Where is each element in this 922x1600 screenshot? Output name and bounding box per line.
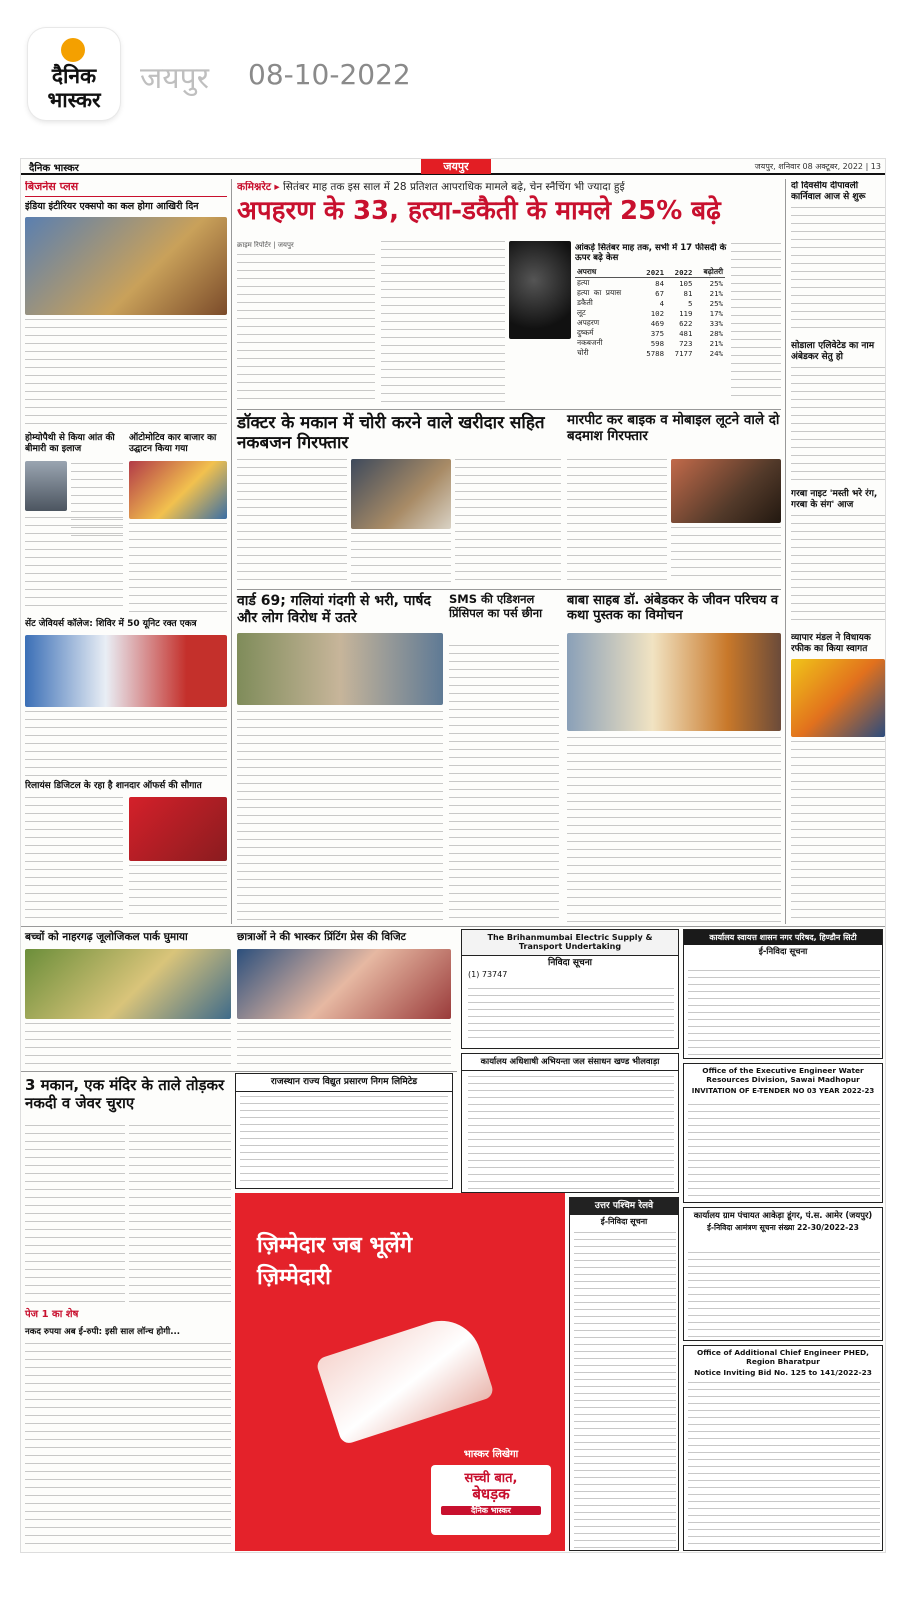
newspaper-page (20, 158, 886, 1553)
ward-protest-photo (237, 633, 443, 705)
hindaun-notice-text (688, 970, 880, 1056)
bhaskar-campaign-advert (235, 1193, 565, 1551)
crime-table-header: 2021 (638, 267, 666, 278)
doctor-body-text (351, 533, 451, 583)
crime-table-cell: हत्या का प्रयास (577, 288, 622, 298)
railway-notice-label: ई-निविदा सूचना (600, 1216, 648, 1226)
crime-table-cell: लूट (577, 308, 586, 318)
crime-table-row (575, 298, 725, 308)
page-masthead (21, 159, 886, 175)
crime-table-row (575, 308, 725, 318)
story-automotive-bazaar: ऑटोमोटिव कार बाजार का उद्घाटन किया गया (129, 433, 217, 454)
crime-table-row (575, 348, 725, 358)
water-resources-title: Office of the Executive Engineer Water Resources Division, Sawai Madhopur (702, 1066, 864, 1084)
story-sodala-elevated: सोडाला एलिवेटेड का नाम अंबेडकर सेतु हो (791, 341, 875, 362)
crime-table-cell: हत्या (577, 278, 590, 288)
crime-table-cell: 5 (687, 298, 693, 308)
masthead-edition: जयपुर (421, 159, 491, 174)
masthead-brand: दैनिक भास्कर (29, 163, 79, 174)
reliance-body-text (129, 865, 227, 921)
press-body-text (237, 1023, 451, 1067)
crime-table-cell: 375 (650, 328, 665, 338)
rvpn-tender-notice (235, 1073, 453, 1189)
story-ambedkar-book: बाबा साहब डॉ. अंबेडकर के जीवन परिचय व कथा पुस्तक का विमोचन (567, 593, 779, 624)
story-diwali-carnival: दो दिवसीय दीपावली कार्निवाल आज से शुरू (791, 181, 866, 202)
press-visit-photo (237, 949, 451, 1019)
crime-stats-box (575, 243, 727, 403)
crime-table-row (575, 318, 725, 328)
logo-line-2: भास्कर (47, 88, 101, 112)
phed-tender-notice (683, 1345, 883, 1551)
akoda-subtitle: ई-निविदा आमंत्रण सूचना संख्या 22-30/2022-23 (707, 1222, 859, 1232)
rvpn-title: राजस्थान राज्य विद्युत प्रसारण निगम लिमिटेड (236, 1074, 452, 1092)
doctor-body-text (455, 459, 561, 583)
crime-side-text (731, 243, 781, 401)
story-ward-69: वार्ड 69; गलियां गंदगी से भरी, पार्षद और लोग विरोध में उतरे (237, 593, 431, 626)
phed-subtitle: Notice Inviting Bid No. 125 to 141/2022-23 (694, 1368, 872, 1378)
lead-kicker: कमिश्नरेट (237, 181, 272, 193)
theft-body-text (25, 1125, 125, 1305)
crime-table-cell: दुष्कर्म (577, 328, 594, 338)
advert-slogan-1: सच्ची बात, (464, 1471, 518, 1486)
doctor-photo (25, 461, 67, 511)
reliance-body-text (25, 797, 123, 921)
lead-story-header (237, 181, 781, 237)
crime-table-row (575, 278, 725, 289)
bhilwara-title: कार्यालय अधिशाषी अभियन्ता जल संसाधन खण्ड भीलवाड़ा (462, 1054, 678, 1071)
crime-table-cell: 723 (679, 338, 693, 348)
rvpn-notice-text (240, 1096, 448, 1186)
dainik-bhaskar-logo (28, 28, 120, 120)
water-resources-notice-text (688, 1104, 880, 1200)
crime-stats-title: आंकड़े सितंबर माह तक, सभी में 17 फीसदी के ऊपर बढ़े केस (575, 243, 727, 264)
garba-body-text (791, 515, 885, 627)
crime-table-cell: 24% (709, 348, 723, 358)
story-st-xaviers: सेंट जेवियर्स कॉलेज: शिविर में 50 यूनिट रक्त एकत्र (25, 619, 197, 629)
vyapar-mandal-photo (791, 659, 885, 737)
crime-table-cell: 33% (709, 318, 723, 328)
expo-photo (25, 217, 227, 315)
story-zoo-visit: बच्चों को नाहरगढ़ जूलोजिकल पार्क घुमाया (25, 931, 188, 943)
best-notice-text (468, 988, 674, 1044)
sms-body-text (449, 645, 559, 923)
logo-sun-icon (61, 38, 85, 62)
pen-hand-illustration (315, 1310, 495, 1445)
left-column (25, 181, 227, 923)
column-rule (231, 179, 232, 924)
best-title: The Brihanmumbai Electric Supply & Transport Undertaking (462, 930, 678, 956)
crime-table-cell: अपहरण (577, 318, 600, 328)
page-1-continued-tag: पेज 1 का शेष (25, 1309, 79, 1320)
crime-table-header: बढ़ोतरी (694, 267, 725, 278)
blood-camp-photo (25, 635, 227, 707)
story-bike-loot: मारपीट कर बाइक व मोबाइल लूटने वाले दो बदमाश गिरफ्तार (567, 412, 780, 444)
bike-loot-body-text (567, 459, 667, 583)
zoo-photo (25, 949, 231, 1019)
advert-brand: दैनिक भास्कर (441, 1506, 541, 1515)
crime-table-row (575, 338, 725, 348)
section-rule (237, 409, 781, 410)
akoda-tender-notice (683, 1207, 883, 1341)
hindaun-title: कार्यालय स्वायत्त शासन नगर परिषद, हिण्डौन सिटी (684, 930, 882, 945)
crime-table-cell: नकबजनी (577, 338, 603, 348)
crime-table-cell: 7177 (674, 348, 693, 358)
phed-title: Office of Additional Chief Engineer PHED, Region Bharatpur (697, 1348, 869, 1366)
bazaar-body-text (129, 523, 227, 613)
story-vyapar-mandal: व्यापार मंडल ने विधायक रफीक का किया स्वागत (791, 633, 871, 654)
water-resources-tender-notice (683, 1063, 883, 1203)
crime-table-header: अपराध (575, 267, 638, 278)
crime-table-row (575, 288, 725, 298)
crime-table-cell: 5788 (646, 348, 665, 358)
ambedkar-body-text (567, 737, 781, 923)
crime-table-header: 2022 (666, 267, 694, 278)
crime-table-cell: चोरी (577, 348, 589, 358)
crime-table-cell: 481 (679, 328, 693, 338)
doctor-body-text (237, 459, 347, 583)
crime-table-cell: 598 (650, 338, 665, 348)
lead-strap: कमिश्नरेट ▸ सितंबर माह तक इस साल में 28 प्रतिशत आपराधिक मामले बढ़े, चेन स्नैचिंग भी ज्यादा हुई (237, 181, 625, 193)
best-reference: (1) 73747 (468, 970, 508, 980)
bhilwara-tender-notice (461, 1053, 679, 1193)
lead-byline: क्राइम रिपोर्टर | जयपुर (237, 241, 294, 249)
crime-table-row (575, 328, 725, 338)
advert-slogan-2: बेधड़क (472, 1485, 510, 1504)
crime-table-cell: 21% (709, 338, 723, 348)
crime-table-cell: 67 (655, 288, 665, 298)
advert-slogan-box (431, 1465, 551, 1535)
crime-table-cell: 84 (655, 278, 665, 288)
bike-loot-photo (671, 459, 781, 523)
homeopathy-body-text (25, 517, 123, 613)
best-notice-label: निविदा सूचना (547, 957, 593, 968)
reliance-store-photo (129, 797, 227, 861)
lead-headline: अपहरण के 33, हत्या-डकैती के मामले 25% बढ़े (237, 196, 721, 227)
masthead-date: जयपुर, शनिवार 08 अक्टूबर, 2022 | 13 (754, 162, 881, 171)
crime-table-cell: 622 (679, 318, 693, 328)
book-launch-photo (567, 633, 781, 731)
logo-line-1: दैनिक (51, 64, 97, 88)
gun-crime-photo (509, 241, 571, 339)
crime-stats-table (575, 267, 725, 358)
zoo-body-text (25, 1023, 231, 1067)
story-e-rupee: नकद रुपया अब ई-रुपी: इसी साल लॉन्च होगी... (25, 1327, 181, 1337)
lead-body-text (381, 241, 505, 405)
crime-table-cell: 28% (709, 328, 723, 338)
story-doctor-house-theft: डॉक्टर के मकान में चोरी करने वाले खरीदार सहित नकबजन गिरफ्तार (237, 413, 545, 454)
crime-table-cell: 119 (679, 308, 693, 318)
crime-table-cell: 4 (659, 298, 665, 308)
section-rule (21, 1071, 457, 1072)
crime-table-cell: 469 (650, 318, 665, 328)
lead-body-text (237, 254, 375, 404)
phed-notice-text (688, 1382, 880, 1548)
vyapar-body-text (791, 741, 885, 921)
story-india-interior-expo: इंडिया इंटीरियर एक्सपो का कल होगा आखिरी दिन (25, 201, 199, 212)
crime-table-cell: 102 (650, 308, 665, 318)
railway-notice-text (574, 1232, 676, 1548)
crime-table-cell: 25% (709, 298, 723, 308)
ward-body-text (237, 711, 443, 923)
camp-body-text (25, 711, 227, 777)
water-resources-subtitle: INVITATION OF E-TENDER NO 03 YEAR 2022-23 (691, 1087, 875, 1096)
story-temple-theft: 3 मकान, एक मंदिर के ताले तोड़कर नकदी व जेवर चुराए (25, 1076, 225, 1112)
theft-body-text (129, 1125, 231, 1305)
akoda-notice-text (688, 1252, 880, 1338)
railway-title: उत्तर पश्चिम रेलवे (570, 1198, 678, 1215)
story-homeopathy: होम्योपैथी से किया आंत की बीमारी का इलाज (25, 433, 115, 454)
sodala-body-text (791, 367, 885, 483)
doctor-arrest-photo (351, 459, 451, 529)
crime-table-cell: 105 (679, 278, 693, 288)
section-rule (237, 589, 781, 590)
hindaun-tender-notice (683, 929, 883, 1059)
edition-date: 08-10-2022 (248, 58, 411, 91)
story-garba-night: गरबा नाइट 'मस्ती भरे रंग, गरबा के संग' आज (791, 489, 878, 510)
right-column (791, 181, 885, 923)
bhilwara-notice-text (468, 1076, 674, 1190)
best-tender-notice (461, 929, 679, 1049)
bazaar-photo (129, 461, 227, 519)
crime-table-cell: 17% (709, 308, 723, 318)
advert-line-1: ज़िम्मेदार जब भूलेंगे (257, 1233, 413, 1258)
bike-loot-body-text (671, 527, 781, 583)
advert-line-2: ज़िम्मेदारी (257, 1265, 331, 1290)
railway-tender-notice (569, 1197, 679, 1551)
advert-tagline: भास्कर लिखेगा (463, 1449, 519, 1460)
story-reliance-digital: रिलायंस डिजिटल के रहा है शानदार ऑफर्स की सौगात (25, 781, 202, 791)
crime-table-cell: 25% (709, 278, 723, 288)
top-header (0, 0, 922, 150)
edition-city: जयपुर (140, 61, 209, 96)
crime-table-cell: 81 (683, 288, 693, 298)
column-rule (785, 179, 786, 924)
section-business-plus: बिजनेस प्लस (25, 181, 227, 197)
story-sms-purse-snatch: SMS की एडिशनल प्रिंसिपल का पर्स छीना (449, 592, 543, 620)
carnival-body-text (791, 207, 885, 335)
akoda-title: कार्यालय ग्राम पंचायत आकेड़ा डूंगर, पं.स. आमेर (जयपुर) (693, 1210, 873, 1220)
crime-table-cell: 21% (709, 288, 723, 298)
crime-table-cell: डकैती (577, 298, 593, 308)
section-rule (21, 926, 886, 927)
story-press-visit: छात्राओं ने की भास्कर प्रिंटिंग प्रेस की विजिट (237, 931, 406, 943)
lead-strap-text: सितंबर माह तक इस साल में 28 प्रतिशत आपराधिक मामले बढ़े, चेन स्नैचिंग भी ज्यादा हुई (283, 181, 625, 193)
expo-body-text (25, 319, 227, 427)
hindaun-notice-label: ई-निविदा सूचना (758, 946, 808, 957)
e-rupee-body-text (25, 1343, 231, 1549)
